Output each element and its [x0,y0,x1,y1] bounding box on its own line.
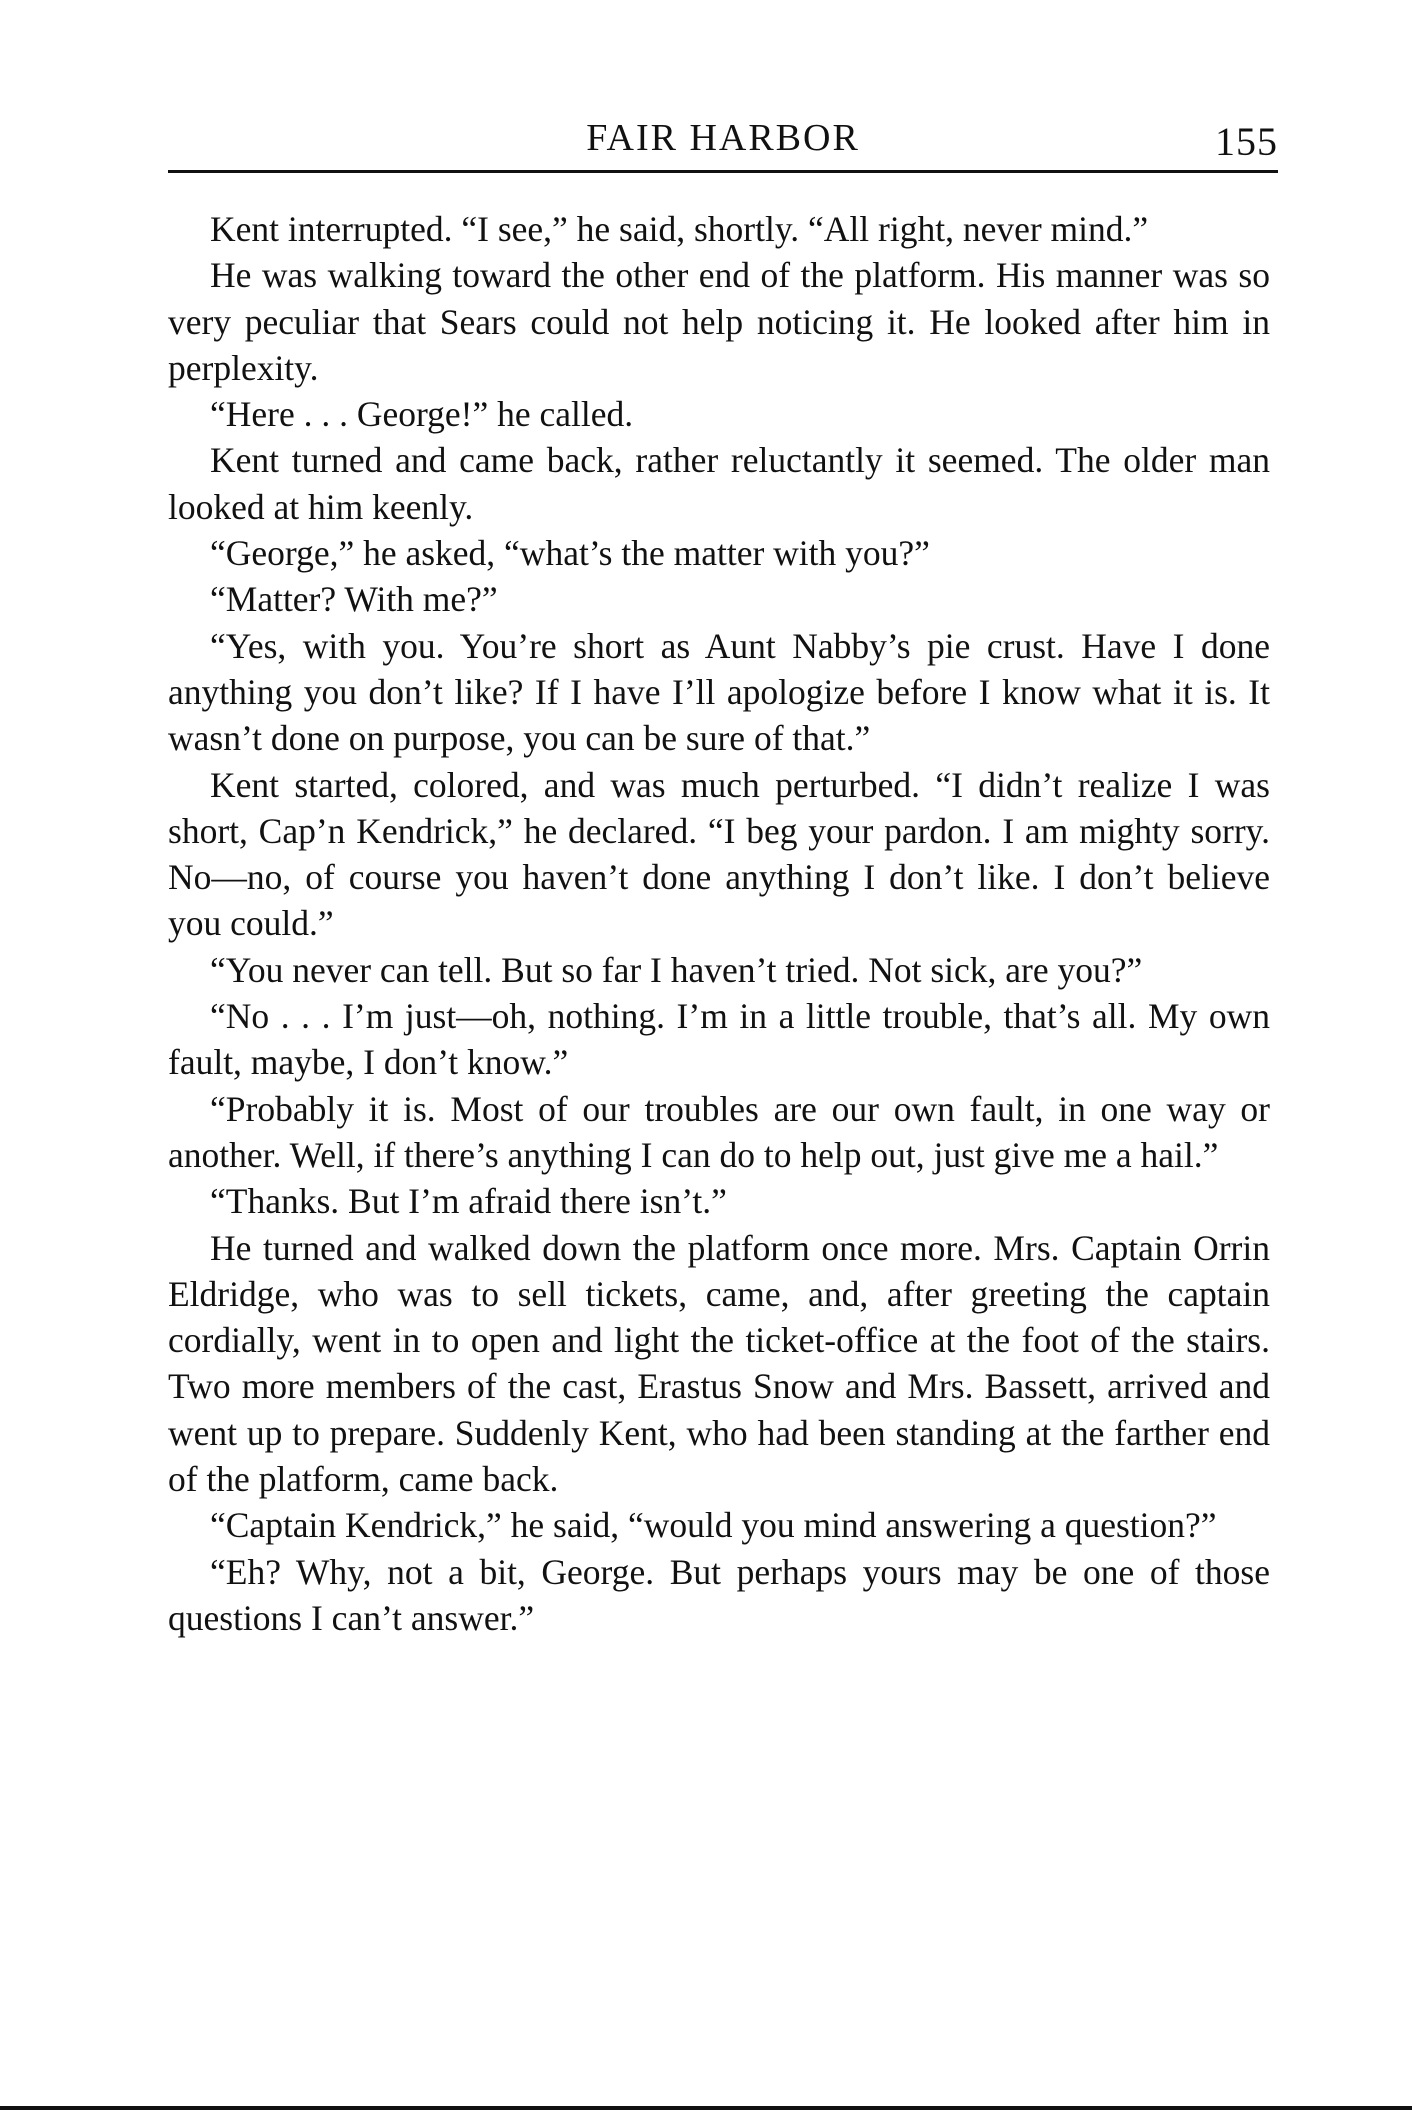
paragraph: Kent turned and came back, rather reluctantly it seemed. The older man looked at him keenly. [168,440,1270,527]
page-number: 155 [1215,119,1278,164]
body-text [168,206,1270,1641]
header-rule [168,170,1278,173]
paragraph: “George,” he asked, “what’s the matter with you?” [210,533,930,574]
paragraph: He was walking toward the other end of the platform. His manner was so very peculiar that Sears could not help noticing it. He looked after him in perplexity. [168,255,1270,388]
paragraph: Kent interrupted. “I see,” he said, shortly. “All right, never mind.” [210,209,1149,249]
paragraph: “Yes, with you. You’re short as Aunt Nabby’s pie crust. Have I done anything you don’t like? If I have I’ll apologize before I know what it is. It wasn’t done on purpose, you can be sure of that.” [168,625,1270,759]
paragraph: “You never can tell. But so far I haven’t tried. Not sick, are you?” [210,949,1143,990]
paragraph: “Probably it is. Most of our troubles are our own fault, in one way or another. Well, if there’s anything I can do to help out, just give me a hail.” [168,1088,1270,1175]
paragraph: “Thanks. But I’m afraid there isn’t.” [210,1181,727,1222]
paragraph: “Eh? Why, not a bit, George. But perhaps yours may be one of those questions I can’t answer.” [168,1551,1270,1638]
scan-bottom-edge [0,2106,1412,2110]
paragraph: “Matter? With me?” [210,579,498,620]
paragraph: He turned and walked down the platform once more. Mrs. Captain Orrin Eldridge, who was to sell tickets, came, and, after greeting the captain cordially, went in to open and light the ticket-office at the foot of the stairs. Two more members of the cast, Erastus Snow and Mrs. Bassett, arrived and went up to prepare. Suddenly Kent, who had been standing at the farther end of the platform, came back. [168,1227,1270,1500]
paragraph: “No . . . I’m just—oh, nothing. I’m in a little trouble, that’s all. My own fault, maybe, I don’t know.” [168,996,1270,1083]
running-title: FAIR HARBOR [586,117,860,159]
page-header [168,108,1278,168]
paragraph: “Here . . . George!” he called. [210,394,634,435]
paragraph: “Captain Kendrick,” he said, “would you mind answering a question?” [210,1505,1217,1546]
paragraph: Kent started, colored, and was much perturbed. “I didn’t realize I was short, Cap’n Kendrick,” he declared. “I beg your pardon. I am mighty sorry. No—no, of course you haven’t done anything I don’t like. I don’t believe you could.” [168,764,1270,944]
